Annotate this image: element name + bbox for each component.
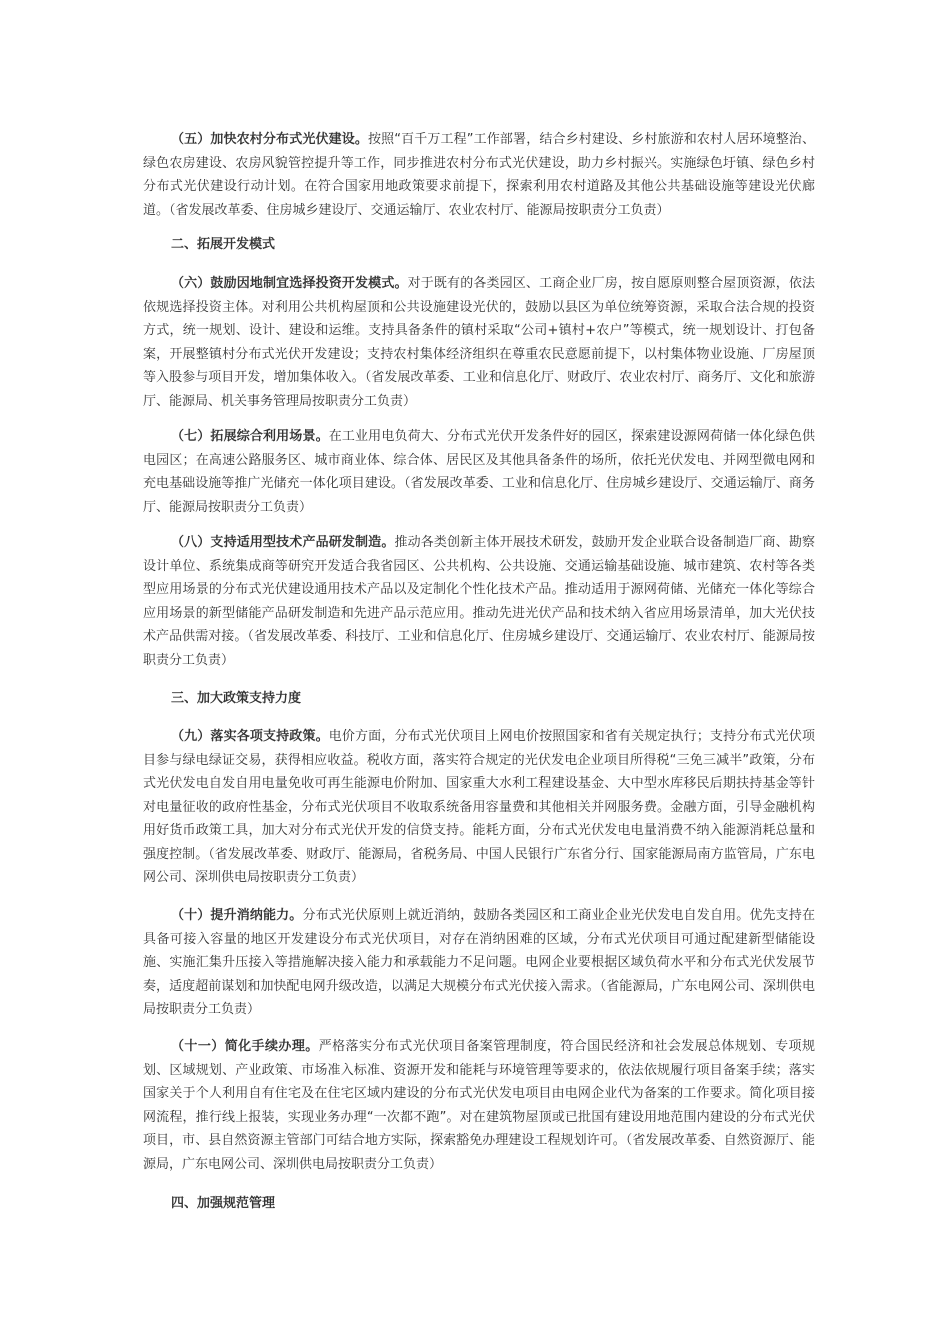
paragraph-11-body: 严格落实分布式光伏项目备案管理制度，符合国民经济和社会发展总体规划、专项规划、区域规划、产业政策、市场准入标准、资源开发和能耗与环境管理等要求的，依法依规履行项目备案手续；落实国家关于个人利用自有住宅及在住宅区域内建设的分布式光伏发电项目由电网企业代为备案的工作要求。简化项目接网流程，推行线上报装，实现业务办理“一次都不跑”。对在建筑物屋顶或已批国有建设用地范围内建设的分布式光伏项目，市、县自然资源主管部门可结合地方实际，探索豁免办理建设工程规划许可。（省发展改革委、自然资源厅、能源局，广东电网公司、深圳供电局按职责分工负责） <box>143 1039 815 1172</box>
paragraph-9-lead: （九）落实各项支持政策。 <box>171 729 329 744</box>
paragraph-6 <box>143 272 815 413</box>
paragraph-5-lead: （五）加快农村分布式光伏建设。 <box>171 132 368 147</box>
paragraph-5 <box>143 128 815 222</box>
paragraph-10-body: 分布式光伏原则上就近消纳，鼓励各类园区和工商业企业光伏发电自发自用。优先支持在具备可接入容量的地区开发建设分布式光伏项目，对存在消纳困难的区域，分布式光伏项目可通过配建新型储能设施、实施汇集升压接入等措施解决接入能力和承载能力不足问题。电网企业要根据区域负荷水平和分布式光伏发展节奏，适度超前谋划和加快配电网升级改造，以满足大规模分布式光伏接入需求。（省能源局，广东电网公司、深圳供电局按职责分工负责） <box>143 908 815 1017</box>
paragraph-10 <box>143 904 815 1022</box>
paragraph-7-body: 在工业用电负荷大、分布式光伏开发条件好的园区，探索建设源网荷储一体化绿色供电园区；在高速公路服务区、城市商业体、综合体、居民区及其他具备条件的场所，依托光伏发电、并网型微电网和充电基础设施等推广光储充一体化项目建设。（省发展改革委、工业和信息化厅、住房城乡建设厅、交通运输厅、商务厅、能源局按职责分工负责） <box>143 429 815 515</box>
paragraph-6-lead: （六）鼓励因地制宜选择投资开发模式。 <box>171 276 408 291</box>
paragraph-5-body: 按照“百千万工程”工作部署，结合乡村建设、乡村旅游和农村人居环境整治、绿色农房建设、农房风貌管控提升等工作，同步推进农村分布式光伏建设，助力乡村振兴。实施绿色圩镇、绿色乡村分布式光伏建设行动计划。在符合国家用地政策要求前提下，探索利用农村道路及其他公共基础设施等建设光伏廊道。（省发展改革委、住房城乡建设厅、交通运输厅、农业农村厅、能源局按职责分工负责） <box>143 132 815 218</box>
paragraph-8 <box>143 531 815 672</box>
paragraph-11-lead: （十一）简化手续办理。 <box>171 1039 319 1054</box>
paragraph-7-lead: （七）拓展综合利用场景。 <box>171 429 329 444</box>
paragraph-7 <box>143 425 815 519</box>
section-heading-3: 三、加大政策支持力度 <box>171 691 302 706</box>
paragraph-8-lead: （八）支持适用型技术产品研发制造。 <box>171 535 395 550</box>
paragraph-8-body: 推动各类创新主体开展技术研发，鼓励开发企业联合设备制造厂商、勘察设计单位、系统集成商等研究开发适合我省园区、公共机构、公共设施、交通运输基础设施、城市建筑、农村等各类型应用场景的分布式光伏建设通用技术产品以及定制化个性化技术产品。推动适用于源网荷储、光储充一体化等综合应用场景的新型储能产品研发制造和先进产品示范应用。推动先进光伏产品和技术纳入省应用场景清单，加大光伏技术产品供需对接。（省发展改革委、科技厅、工业和信息化厅、住房城乡建设厅、交通运输厅、农业农村厅、能源局按职责分工负责） <box>143 535 815 668</box>
section-heading-4: 四、加强规范管理 <box>171 1196 276 1211</box>
paragraph-10-lead: （十）提升消纳能力。 <box>171 908 303 923</box>
paragraph-9 <box>143 725 815 890</box>
paragraph-9-body: 电价方面，分布式光伏项目上网电价按照国家和省有关规定执行；支持分布式光伏项目参与绿电绿证交易，获得相应收益。税收方面，落实符合规定的光伏发电企业项目所得税“三免三减半”政策，分布式光伏发电自发自用电量免收可再生能源电价附加、国家重大水利工程建设基金、大中型水库移民后期扶持基金等针对电量征收的政府性基金，分布式光伏项目不收取系统备用容量费和其他相关并网服务费。金融方面，引导金融机构用好货币政策工具，加大对分布式光伏开发的信贷支持。能耗方面，分布式光伏发电电量消费不纳入能源消耗总量和强度控制。（省发展改革委、财政厅、能源局，省税务局、中国人民银行广东省分行、国家能源局南方监管局，广东电网公司、深圳供电局按职责分工负责） <box>143 729 815 885</box>
section-heading-2: 二、拓展开发模式 <box>171 237 276 252</box>
paragraph-11 <box>143 1035 815 1176</box>
paragraph-6-body: 对于既有的各类园区、工商企业厂房，按自愿原则整合屋顶资源，依法依规选择投资主体。对利用公共机构屋顶和公共设施建设光伏的，鼓励以县区为单位统筹资源，采取合法合规的投资方式，统一规划、设计、建设和运维。支持具备条件的镇村采取“公司+镇村+农户”等模式，统一规划设计、打包备案，开展整镇村分布式光伏开发建设；支持农村集体经济组织在尊重农民意愿前提下，以村集体物业设施、厂房屋顶等入股参与项目开发，增加集体收入。（省发展改革委、工业和信息化厅、财政厅、农业农村厅、商务厅、文化和旅游厅、能源局、机关事务管理局按职责分工负责） <box>143 276 815 409</box>
